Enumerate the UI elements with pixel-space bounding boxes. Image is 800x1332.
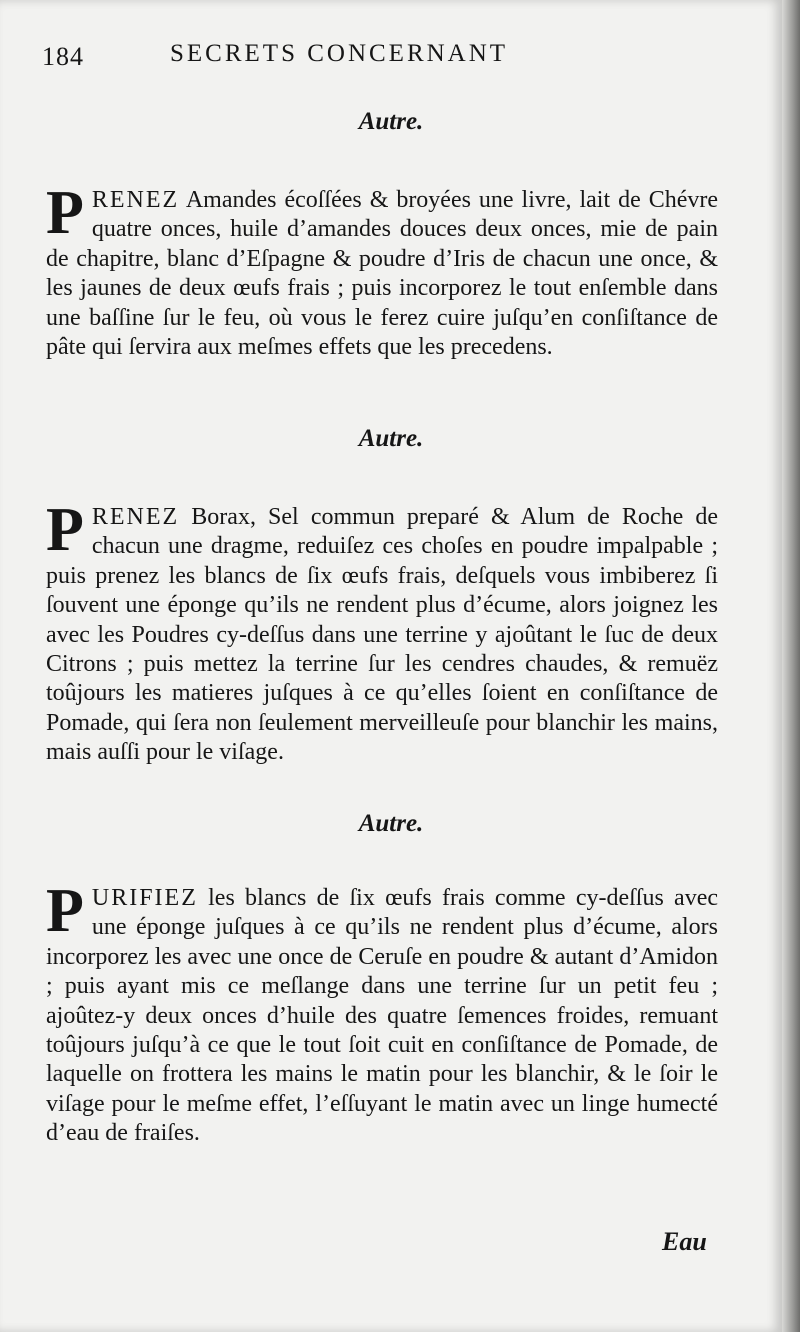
section-heading: Autre.	[358, 108, 424, 135]
paragraph-text: les blancs de ſix œufs frais comme cy-deſſus avec une éponge juſques à ce qu’ils ne rendent plus d’écume, alors incorporez les avec une once de Ceruſe en poudre & autant d’Amidon ; puis ayant mis ce meſlange dans une terrine ſur un petit feu ; ajoûtez-y deux onces d’huile des quatre ſemences froides, remuant toûjours juſqu’à ce que le tout ſoit cuit en conſiſtance de Pomade, de laquelle on frottera les mains le matin pour les blanchir, & le ſoir le viſage pour le meſme effet, l’eſſuyant le matin avec un linge humecté d’eau de fraiſes.	[46, 885, 718, 1147]
paragraph-text: Amandes écoſſées & broyées une livre, lait de Chévre quatre onces, huile d’amandes douces deux onces, mie de pain de chapitre, blanc d’Eſpagne & poudre d’Iris de chacun une once, & les jaunes de deux œufs frais ; puis incorporez le tout enſemble dans une baſſine ſur le feu, où vous le ferez cuire juſqu’en conſiſtance de pâte qui ſervira aux meſmes effets que les precedens.	[46, 187, 718, 361]
drop-cap: P	[46, 877, 84, 945]
section-heading: Autre.	[358, 425, 424, 452]
running-title: SECRETS CONCERNANT	[170, 40, 509, 67]
drop-cap: P	[46, 179, 84, 247]
page-edge-shadow	[782, 0, 800, 1332]
running-head	[42, 34, 722, 74]
recipe-paragraph	[46, 496, 718, 768]
recipe-paragraph	[46, 877, 718, 1149]
first-word: RENEZ	[91, 504, 180, 530]
page-number: 184	[42, 42, 84, 71]
section-heading: Autre.	[358, 810, 424, 837]
drop-cap: P	[46, 496, 84, 564]
first-word: URIFIEZ	[91, 885, 198, 911]
recipe-paragraph	[46, 179, 718, 362]
paragraph-text: Borax, Sel commun preparé & Alum de Roche de chacun une dragme, reduiſez ces choſes en poudre impalpable ; puis prenez les blancs de ſix œufs frais, deſquels vous imbiberez ſi ſouvent une éponge qu’ils ne rendent plus d’écume, alors joignez les avec les Poudres cy-deſſus dans une terrine y ajoûtant le ſuc de deux Citrons ; puis mettez la terrine ſur les cendres chaudes, & remuëz toûjours les matieres juſques à ce qu’elles ſoient en conſiſtance de Pomade, qui ſera non ſeulement merveilleuſe pour blanchir les mains, mais auſſi pour le viſage.	[46, 504, 718, 766]
catchword: Eau	[662, 1227, 707, 1256]
first-word: RENEZ	[91, 187, 180, 213]
